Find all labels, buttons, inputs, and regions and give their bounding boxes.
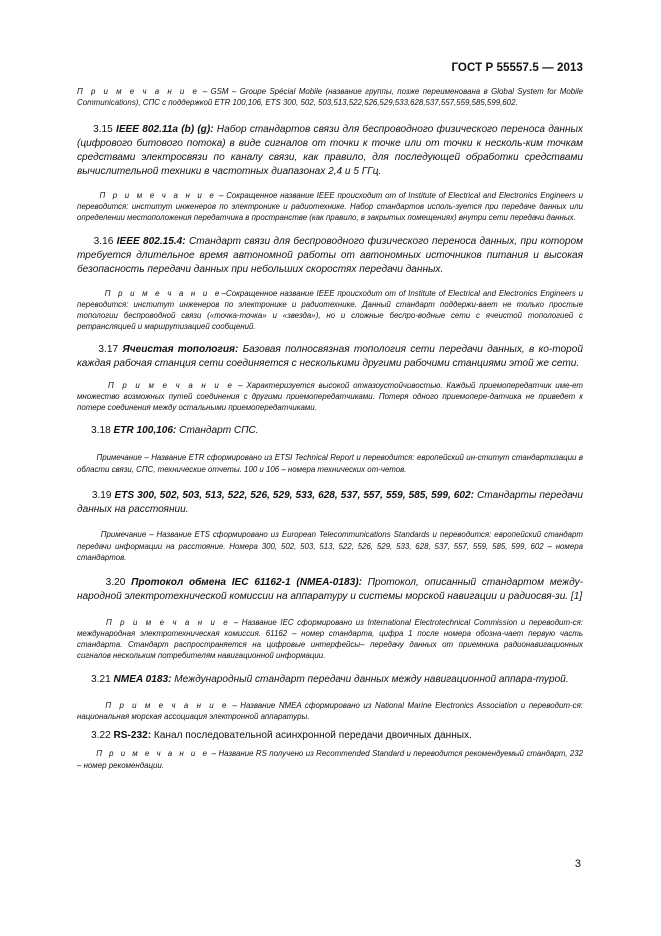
term-3-19: 3.19 ETS 300, 502, 503, 513, 522, 526, 529, 533, 628, 537, 557, 559, 585, 599, 602: Стандарты передачи данных на расстоянии. (77, 489, 583, 515)
document-body (77, 84, 583, 771)
note-3-16: П р и м е ч а н и е–Сокращенное название IEEE происходит от of Institute of Electrical and Electronics Engineers и переводится: институт инженеров по электронике и радиотехнике. Данный стандарт поддержи-вает не только простые топологии беспроводной связи («точка-точка» и «звезда»), но и сложные беспро-водные сети с ячеистой топологией с ретрансляцией и маршрутизацией сообщений. (77, 288, 584, 332)
term-3-17: 3.17 Ячеистая топология: Базовая полносвязная топология сети передачи данных, в ко-торой каждая рабочая станция сети соединяется с несколькими другими рабочими станциями этой же сети. (77, 344, 583, 370)
note-3-21: П р и м е ч а н и е – Название NMEA сформировано из National Marine Electronics Association и переводит-ся: национальная морская ассоциация электронной аппаратуры. (77, 701, 583, 722)
note-3-18: Примечание – Название ETR сформировано из ETSI Technical Report и переводится: европейский ин-ститут стандартизации в области связи, СПС, технические отчеты. 100 и 106 – номера технических от-четов. (77, 453, 583, 474)
note-gsm: П р и м е ч а н и е – GSM – Groupe Spécial Mobile (название группы, позже переименована в Global System for Mobile Communications), СПС с поддержкой ETR 100,106, ETS 300, 502, 503,513,522,526,529,533,628,537,557,559,585,599,602. (77, 87, 583, 108)
term-3-18: 3.18 ETR 100,106: Стандарт СПС. (91, 424, 259, 436)
page-number: 3 (574, 858, 581, 870)
term-3-21: 3.21 NMEA 0183: Международный стандарт передачи данных между навигационной аппара-турой. (91, 674, 569, 686)
term-3-16: 3.16 IEEE 802.15.4: Стандарт связи для беспроводного физического переноса данных, при котором требуется длительное время автономной работы от автономных источников питания и высокая безопасность передачи данных при небольших скоростях передачи данных. (77, 236, 583, 275)
note-3-19: Примечание – Название ETS сформировано из European Telecommunications Standards и переводится: европейский стандарт передачи информации на расстояние. Номера 300, 502, 503, 513, 522, 526, 529, 533, 628, 537, 557, 559, 585, 599, 602 – номера стандартов. (77, 530, 583, 562)
term-3-15: 3.15 IEEE 802.11a (b) (g): Набор стандартов связи для беспроводного физического переноса данных (цифрового битового потока) в виде сигналов от точки к точке или от точки к несколь-ким точкам средствами электросвязи по каналу связи, как правило, для последующей обработки средствами вычислительной техники в частотных диапазонах 2,4 и 5 ГГц. (77, 124, 583, 177)
note-3-17: П р и м е ч а н и е – Характеризуется высокой отказоустойчивостью. Каждый приемопередатчик име-ет множество возможных путей соединения с другими приемопередатчиками. Потеря одного приемопере-датчика не приведет к потере соединения между остальными приемопередатчиками. (77, 381, 583, 413)
note-3-22: П р и м е ч а н и е – Название RS получено из Recommended Standard и переводится рекомендуемый стандарт, 232 – номер рекомендации. (77, 749, 583, 770)
note-3-15: П р и м е ч а н и е – Сокращенное название IEEE происходит от of Institute of Electrical and Electronics Engineers и переводится: институт инженеров по электронике и радиотехнике. Набор стандартов исполь-зуется при передаче данных или определении местоположения передатчика в пространстве (как правило, в закрытых помещениях) внутри сети передачи данных. (77, 190, 584, 222)
document-header: ГОСТ Р 55557.5 — 2013 (451, 62, 583, 74)
term-3-22: 3.22 RS-232: Канал последовательной асинхронной передачи двоичных данных. (91, 729, 472, 741)
note-3-20: П р и м е ч а н и е – Название IEC сформировано из International Electrotechnical Commission и переводит-ся: международная электротехническая комиссия. 61162 – номер стандарта, цифра 1 после номера обозна-чает первую часть стандарта. Стандарт распространяется на цифровые интерфейсы– передачу данных от приемника радионавигационных сигналов нескольким потребителям навигационной информации. (77, 617, 584, 661)
term-3-20: 3.20 Протокол обмена IEC 61162-1 (NMEA-0183): Протокол, описанный стандартом между-народной электротехнической комиссии на аппаратуру и системы морской навигации и радиосвя-зи. [1] (77, 577, 583, 602)
